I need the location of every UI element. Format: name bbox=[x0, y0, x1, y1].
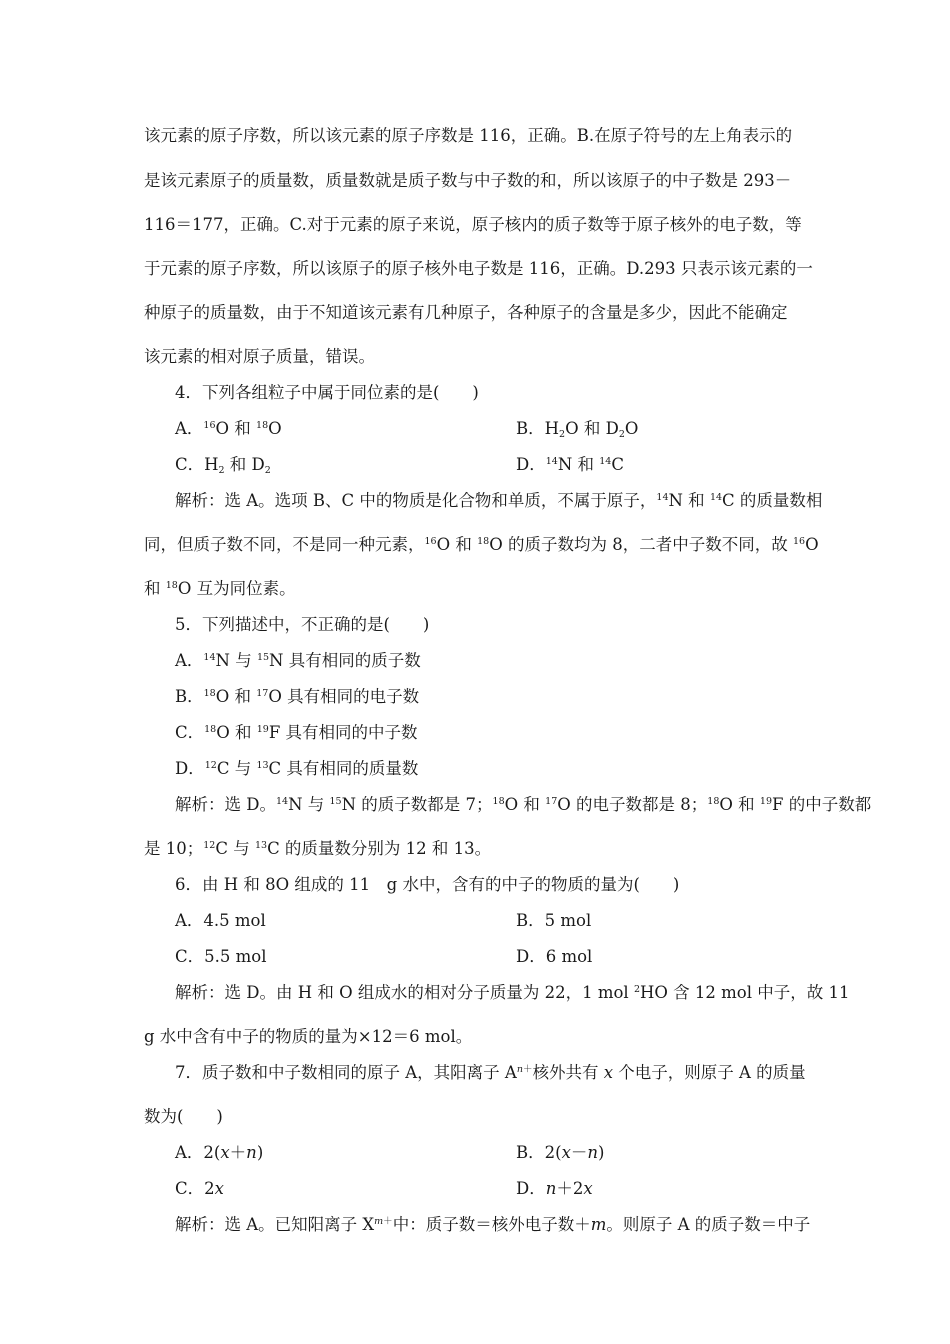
question-7-option-c: C．2x bbox=[175, 1179, 224, 1198]
question-6-option-a: A．4.5 mol bbox=[175, 911, 266, 930]
question-6-explanation: g 水中含有中子的物质的量为×12＝6 mol。 bbox=[144, 1027, 473, 1046]
question-7-stem: 数为( ) bbox=[144, 1107, 223, 1126]
question-5-stem: 5．下列描述中，不正确的是( ) bbox=[175, 615, 430, 634]
paragraph-line: 116＝177，正确。C.对于元素的原子来说，原子核内的质子数等于原子核外的电子数，等 bbox=[144, 215, 802, 234]
question-4-stem: 4．下列各组粒子中属于同位素的是( ) bbox=[175, 383, 479, 402]
paragraph-line: 是该元素原子的质量数，质量数就是质子数与中子数的和，所以该原子的中子数是 293－ bbox=[144, 171, 792, 190]
question-4-explanation: 解析：选 A。选项 B、C 中的物质是化合物和单质，不属于原子，$^{14}$N 和 $^{14}$C 的质量数相 bbox=[175, 491, 823, 510]
question-6-option-d: D．6 mol bbox=[516, 947, 593, 966]
question-7-option-a: A．2(x＋n) bbox=[175, 1143, 264, 1162]
question-5-option-a: A．$^{14}$N 与 $^{15}$N 具有相同的质子数 bbox=[175, 651, 421, 670]
question-7-stem: 7．质子数和中子数相同的原子 A，其阳离子 $A^{n+}$核外共有 x 个电子，则原子 A 的质量 bbox=[175, 1063, 806, 1082]
paragraph-line: 该元素的原子序数，所以该元素的原子序数是 116，正确。B.在原子符号的左上角表示的 bbox=[144, 126, 793, 145]
question-5-explanation: 解析：选 D。$^{14}$N 与 $^{15}$N 的质子数都是 7；$^{18}$O 和 $^{17}$O 的电子数都是 8；$^{18}$O 和 $^{19}$F 的中子数都 bbox=[175, 795, 872, 814]
question-4-option-b: B．$H_2O$ 和 $D_2O$ bbox=[516, 419, 639, 440]
question-6-explanation: 解析：选 D。由 H 和 O 组成水的相对分子质量为 22，1 mol $^2$HO 含 12 mol 中子，故 11 bbox=[175, 983, 850, 1002]
question-7-explanation: 解析：选 A。已知阳离子 $X^{m+}$中：质子数＝核外电子数＋m。则原子 A 的质子数＝中子 bbox=[175, 1215, 811, 1234]
question-5-explanation: 是 10；$^{12}$C 与 $^{13}$C 的质量数分别为 12 和 13。 bbox=[144, 839, 492, 858]
question-7-option-b: B．2(x－n) bbox=[516, 1143, 605, 1162]
question-5-option-c: C．$^{18}$O 和 $^{19}$F 具有相同的中子数 bbox=[175, 723, 418, 742]
question-4-option-d: D．$^{14}$N 和 $^{14}$C bbox=[516, 455, 624, 474]
paragraph-line: 该元素的相对原子质量，错误。 bbox=[144, 347, 375, 366]
paragraph-line: 种原子的质量数，由于不知道该元素有几种原子，各种原子的含量是多少，因此不能确定 bbox=[144, 303, 788, 322]
question-4-option-c: C．$H_2$ 和 $D_2$ bbox=[175, 455, 271, 476]
question-6-option-c: C．5.5 mol bbox=[175, 947, 267, 966]
question-6-stem: 6．由 H 和 8O 组成的 11 g 水中，含有的中子的物质的量为( ) bbox=[175, 875, 680, 894]
question-7-option-d: D．n＋2x bbox=[516, 1179, 593, 1198]
question-5-option-d: D．$^{12}$C 与 $^{13}$C 具有相同的质量数 bbox=[175, 759, 419, 778]
question-4-explanation: 同，但质子数不同，不是同一种元素，$^{16}$O 和 $^{18}$O 的质子数均为 8，二者中子数不同，故 $^{16}$O bbox=[144, 535, 819, 554]
question-6-option-b: B．5 mol bbox=[516, 911, 592, 930]
paragraph-line: 于元素的原子序数，所以该原子的原子核外电子数是 116，正确。D.293 只表示该元素的一 bbox=[144, 259, 813, 278]
question-5-option-b: B．$^{18}$O 和 $^{17}$O 具有相同的电子数 bbox=[175, 687, 420, 706]
question-4-option-a: A．$^{16}$O 和 $^{18}$O bbox=[175, 419, 282, 438]
question-4-explanation: 和 $^{18}$O 互为同位素。 bbox=[144, 579, 296, 598]
